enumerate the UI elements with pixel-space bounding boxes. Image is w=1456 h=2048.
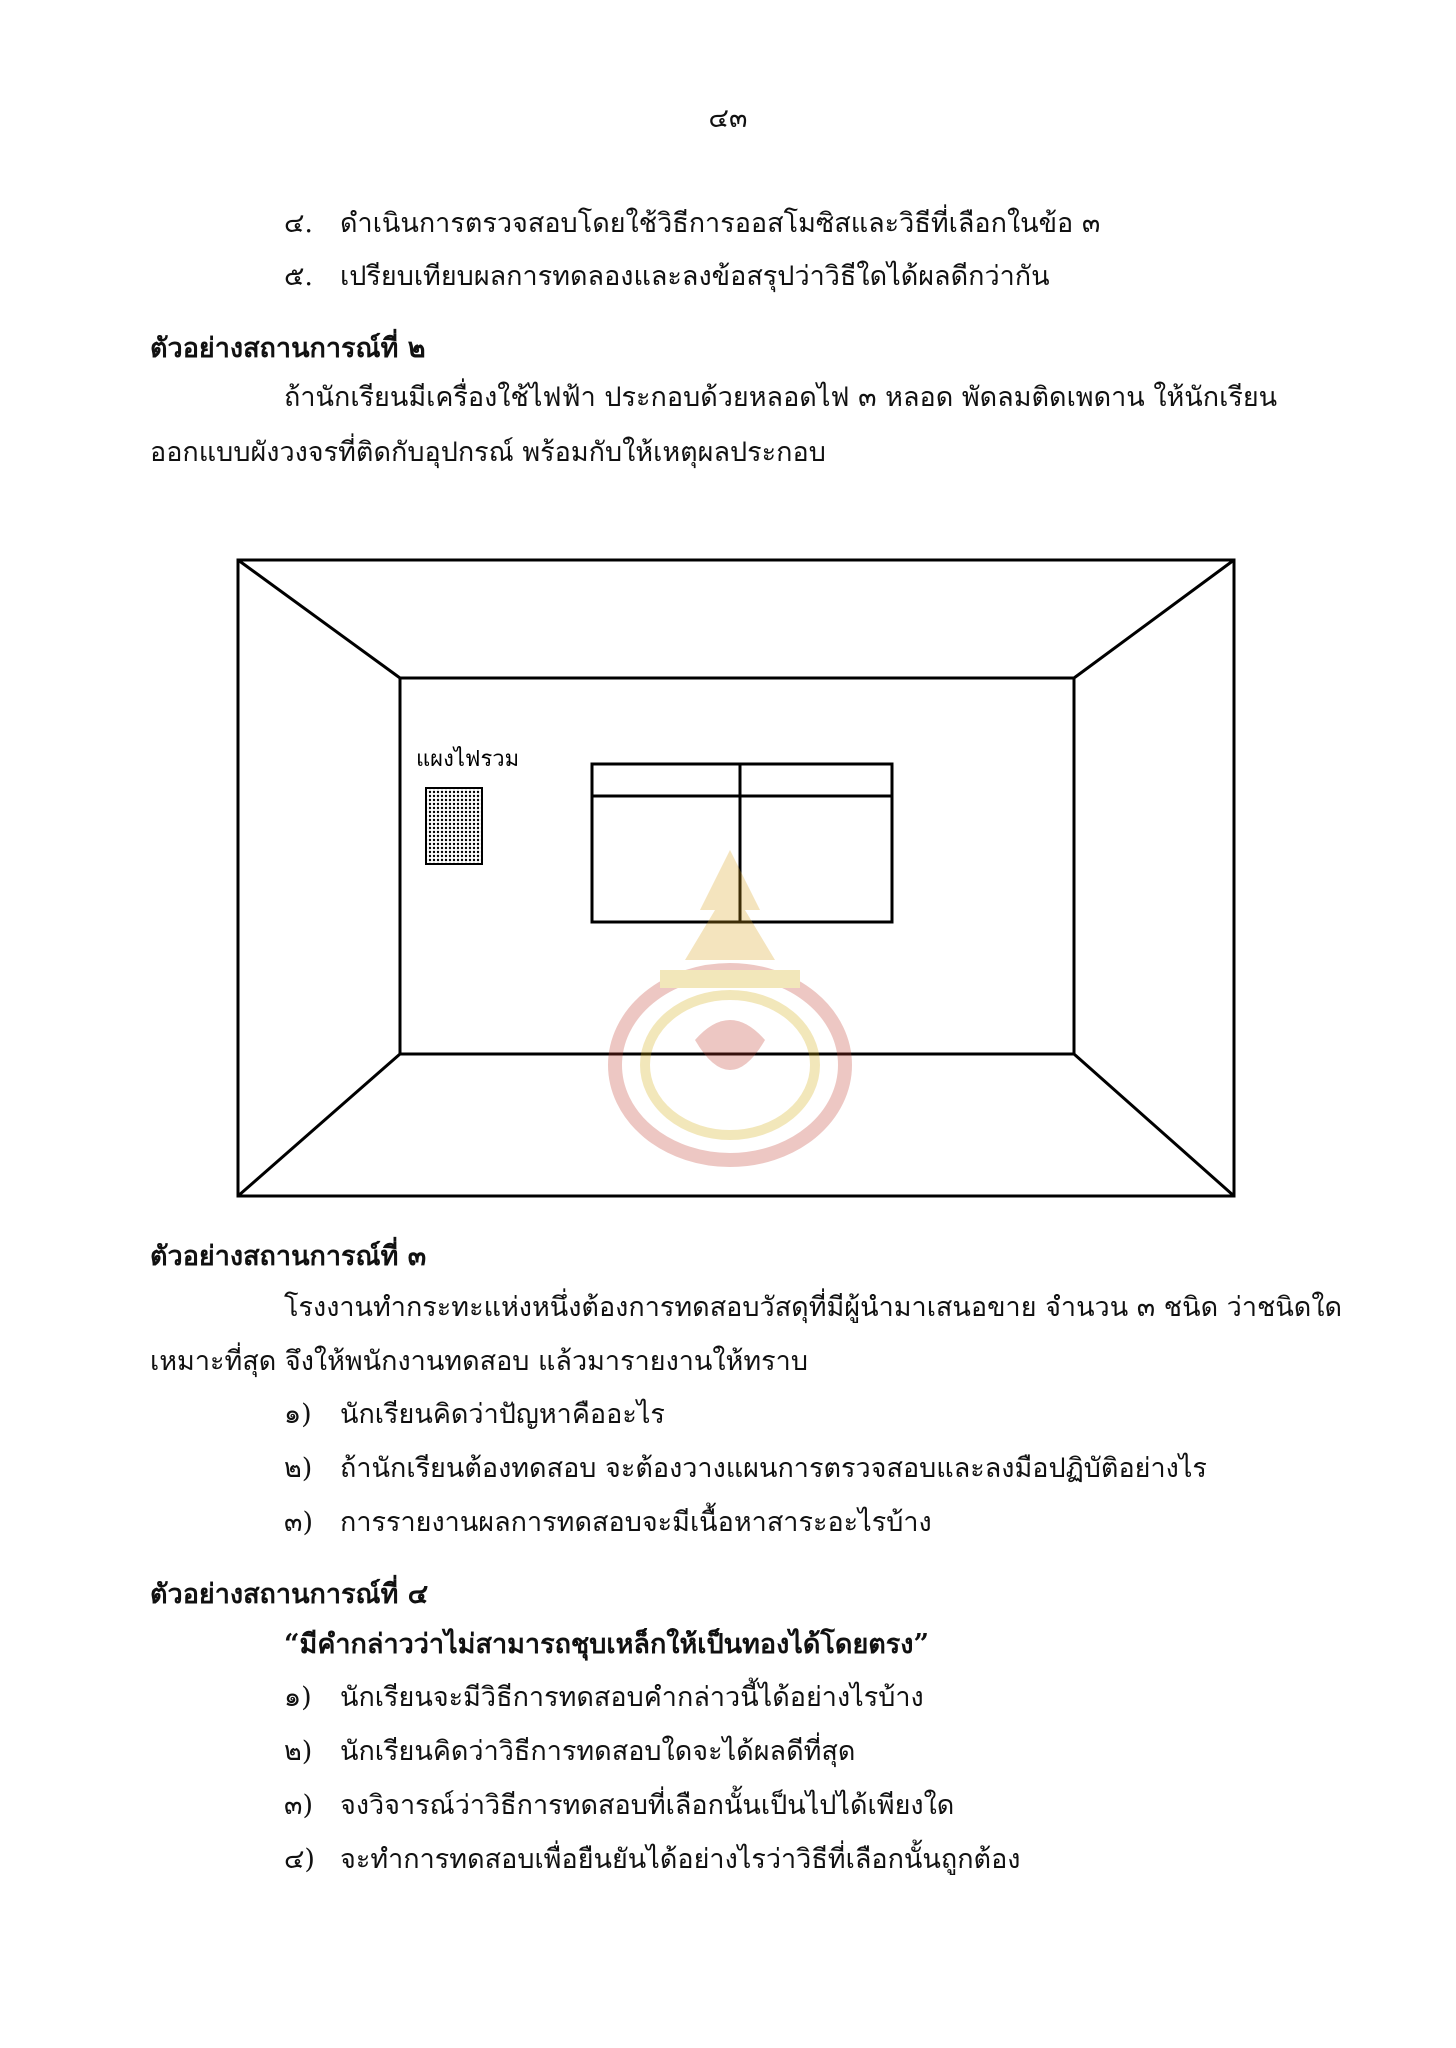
step-text: เปรียบเทียบผลการทดลองและลงข้อสรุปว่าวิธีใดได้ผลดีกว่ากัน — [340, 261, 1050, 292]
item-number: ๒) — [284, 1736, 313, 1767]
item-text: จะทำการทดสอบเพื่อยืนยันได้อย่างไรว่าวิธีที่เลือกนั้นถูกต้อง — [340, 1844, 1021, 1875]
step-5 — [284, 257, 1050, 297]
scenario-4-item — [284, 1840, 1020, 1880]
electrical-panel — [426, 788, 482, 864]
scenario-3-line-1 — [284, 1288, 1343, 1328]
item-text: นักเรียนคิดว่าวิธีการทดสอบใดจะได้ผลดีที่สุด — [340, 1736, 856, 1767]
step-number: ๕. — [284, 261, 314, 292]
item-text: นักเรียนจะมีวิธีการทดสอบคำกล่าวนี้ได้อย่างไรบ้าง — [340, 1682, 924, 1713]
item-number: ๓) — [284, 1790, 313, 1821]
item-text: นักเรียนคิดว่าปัญหาคืออะไร — [340, 1399, 665, 1430]
floor-edge-left — [238, 1054, 400, 1196]
ceiling-edge-left — [238, 560, 400, 678]
scenario-3-item — [284, 1449, 1207, 1489]
item-number: ๑) — [284, 1682, 312, 1713]
scenario-4-heading: ตัวอย่างสถานการณ์ที่ ๔ — [150, 1579, 429, 1610]
item-number: ๔) — [284, 1844, 315, 1875]
scenario-3-text-1: โรงงานทำกระทะแห่งหนึ่งต้องการทดสอบวัสดุที่มีผู้นำมาเสนอขาย จำนวน ๓ ชนิด ว่าชนิดใด — [284, 1292, 1343, 1323]
step-4 — [284, 204, 1100, 244]
page-number: ๔๓ — [708, 103, 748, 134]
scenario-4-quote: “มีคำกล่าวว่าไม่สามารถชุบเหล็กให้เป็นทองได้โดยตรง” — [284, 1629, 930, 1660]
scenario-4-item — [284, 1678, 924, 1718]
scenario-3-heading: ตัวอย่างสถานการณ์ที่ ๓ — [150, 1241, 427, 1272]
scenario-2-text-1: ถ้านักเรียนมีเครื่องใช้ไฟฟ้า ประกอบด้วยหลอดไฟ ๓ หลอด พัดลมติดเพดาน ให้นักเรียน — [284, 382, 1278, 413]
scenario-2-heading: ตัวอย่างสถานการณ์ที่ ๒ — [150, 333, 426, 364]
item-text: ถ้านักเรียนต้องทดสอบ จะต้องวางแผนการตรวจสอบและลงมือปฏิบัติอย่างไร — [340, 1453, 1207, 1484]
item-number: ๑) — [284, 1399, 312, 1430]
ceiling-edge-right — [1074, 560, 1234, 678]
scenario-2-line-2: ออกแบบผังวงจรที่ติดกับอุปกรณ์ พร้อมกับให้เหตุผลประกอบ — [150, 437, 826, 468]
floor-edge-right — [1074, 1054, 1234, 1196]
scenario-4-item — [284, 1732, 855, 1772]
item-number: ๓) — [284, 1507, 313, 1538]
item-number: ๒) — [284, 1453, 313, 1484]
scenario-3-item — [284, 1395, 665, 1435]
step-number: ๔. — [284, 208, 314, 239]
scenario-3-line-2: เหมาะที่สุด จึงให้พนักงานทดสอบ แล้วมารายงานให้ทราบ — [150, 1346, 808, 1377]
scenario-4-item — [284, 1786, 954, 1826]
step-text: ดำเนินการตรวจสอบโดยใช้วิธีการออสโมซิสและวิธีที่เลือกในข้อ ๓ — [340, 208, 1101, 239]
electrical-panel-label: แผงไฟรวม — [416, 747, 520, 772]
item-text: การรายงานผลการทดสอบจะมีเนื้อหาสาระอะไรบ้าง — [340, 1507, 932, 1538]
item-text: จงวิจารณ์ว่าวิธีการทดสอบที่เลือกนั้นเป็นไปได้เพียงใด — [340, 1790, 955, 1821]
watermark-emblem — [590, 840, 870, 1170]
scenario-3-item — [284, 1503, 932, 1543]
scenario-2-line-1 — [284, 378, 1318, 418]
